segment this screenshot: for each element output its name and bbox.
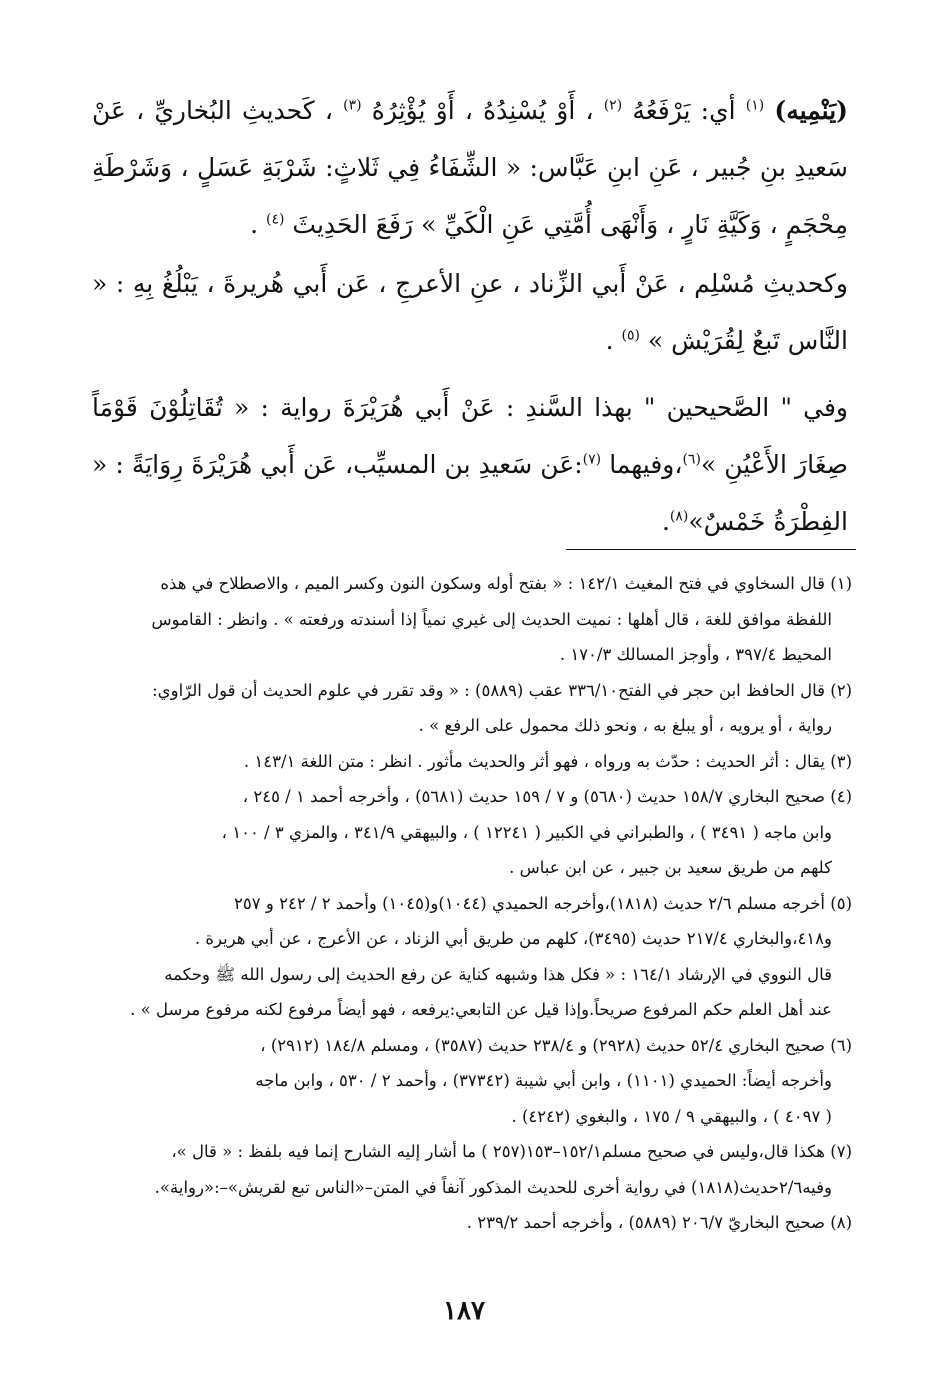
footnote-line: (٤) صحيح البخاري ١٥٨/٧ حديث (٥٦٨٠) و ٧ / ١٥٩ حديث (٥٦٨١) ، وأخرجه أحمد ١ / ٢٤٥ ، (242, 787, 852, 806)
footnote-line: (٥) أخرجه مسلم ٢/٦ حديث (١٨١٨)،وأخرجه الحميدي (١٠٤٤)و(١٠٤٥) وأحمد ٢ / ٢٤٢ و ٢٥٧ (234, 893, 852, 913)
text-run: ، أَوْ يُسْنِدُهُ ، أَوْ يُؤْثِرُهُ (371, 96, 594, 125)
footnote-line: قال النووي في الإرشاد ١٦٤/١ : « فكل هذا وشبهه كناية عن رفع الحديث إلى رسول الله ﷺ وحكمه (164, 964, 832, 984)
footnote-line: اللفظة موافق للغة ، قال أهلها : نميت الحديث إلى غيري نمياً إذا أسندته ورفعته » . وانظر : القاموس (151, 609, 832, 629)
footnote-line: (٨) صحيح البخاريّ ٢٠٦/٧ (٥٨٨٩) ، وأخرجه أحمد ٢٣٩/٢ . (466, 1213, 852, 1232)
footnote-7 (78, 1134, 852, 1205)
footnote-separator (566, 549, 856, 550)
paragraph-3 (92, 379, 848, 550)
footnote-ref[interactable]: (١) (745, 97, 765, 114)
footnote-3 (78, 744, 852, 780)
text-run: أي: يَرْفَعُهُ (632, 96, 736, 125)
page-number: ١٨٧ (443, 1296, 485, 1326)
footnote-line: (٢) قال الحافظ ابن حجر في الفتح٣٣٦/١٠ عقب (٥٨٨٩) : « وقد تقرر في علوم الحديث أن قول الرّاوي: (152, 680, 852, 700)
footnote-line: المحيط ٣٩٧/٤ ، وأوجز المسالك ١٧٠/٣ . (559, 645, 832, 664)
footnote-line: وابن ماجه ( ٣٤٩١ ) ، والطبراني في الكبير ( ١٢٢٤١ ) ، والبيهقي ٣٤١/٩ ، والمزي ٣ / ١٠٠ ، (221, 822, 832, 842)
footnote-line: رواية ، أو يرويه ، أو يبلغ به ، ونحو ذلك محمول على الرفع » . (418, 716, 832, 735)
footnote-line: كلهم من طريق سعيد بن جبير ، عن ابن عباس . (509, 858, 832, 877)
lemma-heading: (يَنْمِيه) (774, 96, 848, 125)
footnotes (78, 566, 852, 1241)
footnote-line: (١) قال السخاوي في فتح المغيث ١٤٢/١ : « بفتح أوله وسكون النون وكسر الميم ، والاصطلاح في هذه (160, 574, 852, 593)
paragraph-1 (92, 82, 848, 253)
main-text (92, 82, 848, 550)
text-run: ،وفيهما (609, 450, 683, 479)
footnote-1 (78, 566, 852, 673)
footnote-ref[interactable]: (٣) (343, 97, 362, 114)
footnote-line: ( ٤٠٩٧ ) ، والبيهقي ٩ / ١٧٥ ، والبغوي (٤٢٤٢) . (511, 1106, 832, 1126)
text-run: ، كَحديثِ البُخاريِّ ، عَنْ سَعيدِ بنِ جُبير ، عَنِ ابنِ عَبَّاس: « الشِّفَاءُ فِي ثَلاثٍ: شَرْبَةِ عَسَلٍ ، وَشَرْطَةِ مِحْجَمٍ ، وَكَيَّةِ نَارٍ ، وَأَنْهَى أُمَّتِي عَنِ الْكَيِّ » رَفَعَ الحَدِيثَ (92, 96, 848, 239)
footnote-line: وفيه٢/٦حديث(١٨١٨) في رواية أخرى للحديث المذكور آنفاً في المتن–«الناس تبع لقريش»–:«رواية». (154, 1177, 832, 1197)
footnote-8 (78, 1205, 852, 1241)
footnote-line: و٤١٨،والبخاري ٢١٧/٤ حديث (٣٤٩٥)، كلهم من طريق أبي الزناد ، عن الأعرج ، عن أبي هريرة . (194, 929, 832, 948)
text-run: :عَن سَعيدِ بن المسيِّب، عَن أَبي هُرَيْرَةَ رِوَايَةً : « الفِطْرَةُ خَمْسٌ» (92, 450, 848, 536)
text-run: وكحديثِ مُسْلِم ، عَنْ أَبي الزِّناد ، عنِ الأعرجِ ، عَن أَبي هُريرةَ ، يَبْلُغُ بِهِ : « النَّاس تَبعٌ لِقُرَيْش » (92, 269, 848, 355)
footnote-2 (78, 673, 852, 744)
text-run: . (605, 326, 614, 355)
footnote-ref[interactable]: (٨) (669, 508, 689, 525)
footnote-line: (٣) يقال : أثر الحديث : حدّث به ورواه ، فهو أثر والحديث مأثور . انظر : متن اللغة ١٤٣/١ . (243, 751, 852, 771)
footnote-line: (٧) هكذا قال،وليس في صحيح مسلم١٥٢/١–١٥٣(٢٥٧ ) ما أشار إليه الشارح إنما فيه بلفظ : « قال »، (171, 1142, 852, 1161)
footnote-ref[interactable]: (٤) (265, 211, 285, 228)
paragraph-2 (92, 255, 848, 369)
footnote-4 (78, 779, 852, 886)
text-run: وفي " الصَّحيحين " بهذا السَّندِ : عَنْ أَبي هُرَيْرَةَ رواية : « تُقَاتِلُوْنَ قَوْمَاً صِغَارَ الأَعْيُنِ » (92, 393, 848, 479)
footnote-6 (78, 1028, 852, 1135)
footnote-ref[interactable]: (٢) (603, 97, 623, 114)
footnote-line: عند أهل العلم حكم المرفوع صريحاً.وإذا قيل عن التابعي:يرفعه ، فهو أيضاً مرفوع لكنه مرفوع مرسل » . (130, 1000, 832, 1019)
footnote-5 (78, 886, 852, 1028)
footnote-ref[interactable]: (٦) (682, 451, 701, 468)
footnote-ref[interactable]: (٥) (621, 327, 640, 344)
text-run: . (661, 507, 670, 536)
text-run: . (250, 210, 259, 239)
footnote-line: وأخرجه أيضاً: الحميدي (١١٠١) ، وابن أبي شيبة (٣٧٣٤٢) ، وأحمد ٢ / ٥٣٠ ، وابن ماجه (255, 1071, 832, 1090)
footnote-ref[interactable]: (٧) (582, 451, 602, 468)
footnote-line: (٦) صحيح البخاري ٥٢/٤ حديث (٢٩٢٨) و ٢٣٨/٤ حديث (٣٥٨٧) ، ومسلم ١٨٤/٨ (٢٩١٢) ، (260, 1035, 852, 1055)
